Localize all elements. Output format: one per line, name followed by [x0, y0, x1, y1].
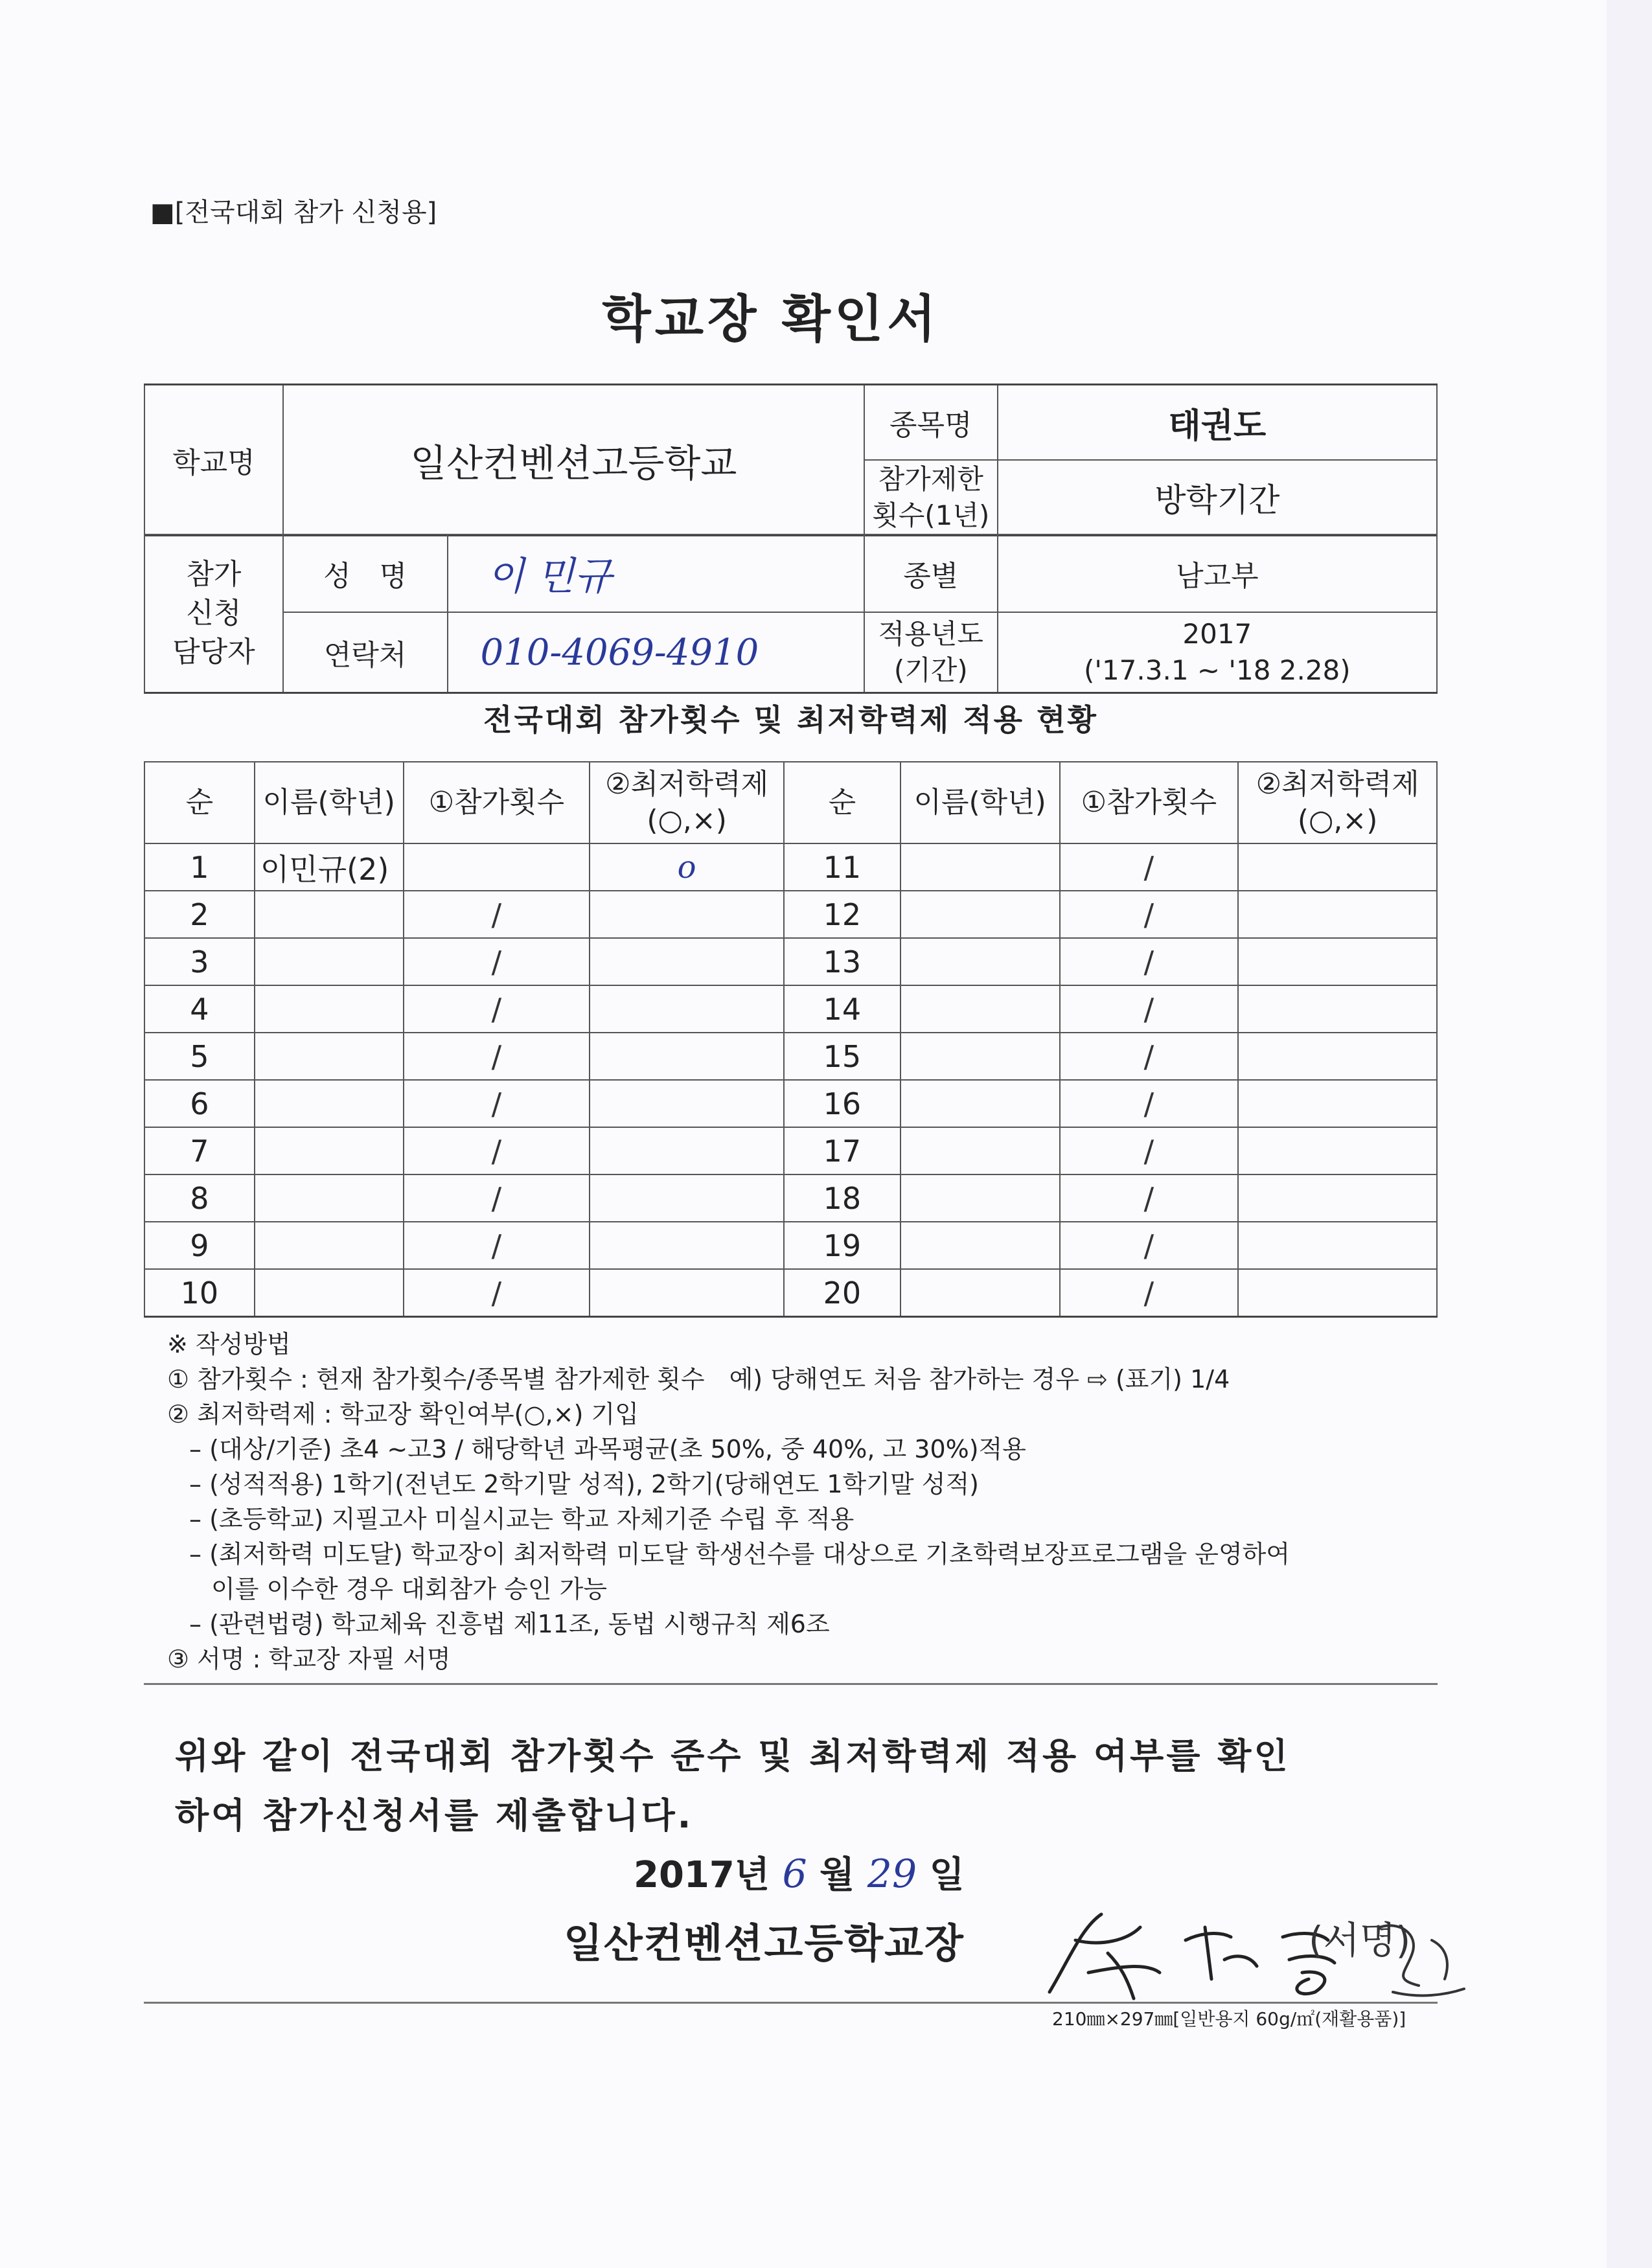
- applicant-name: 이 민규: [448, 534, 864, 612]
- guide-heading: ※ 작성방법: [167, 1330, 291, 1358]
- record-count: /: [1060, 985, 1239, 1033]
- record-min: [1238, 1269, 1437, 1317]
- record-min: [1238, 1080, 1437, 1127]
- date-day-unit: 일: [929, 1854, 965, 1896]
- header-no: 순: [144, 762, 255, 843]
- table-row: [144, 1127, 1437, 1174]
- guide-line-7: 이를 이수한 경우 대회참가 승인 가능: [211, 1575, 608, 1603]
- info-table: [144, 384, 1438, 536]
- guide-line-4: – (성적적용) 1학기(전년도 2학기말 성적), 2학기(당해연도 1학기말 성적): [189, 1470, 979, 1498]
- contact-label: 연락처: [283, 612, 448, 693]
- school-name: 일산컨벤션고등학교: [283, 385, 864, 536]
- header-min-line1: ②최저학력제: [1256, 768, 1419, 801]
- record-count: /: [404, 1222, 590, 1269]
- applicant-label-1: 참가: [186, 558, 242, 591]
- record-min: [1238, 1174, 1437, 1222]
- record-count: /: [1060, 1222, 1239, 1269]
- year-label-line2: (기간): [893, 654, 968, 686]
- record-no: 20: [784, 1269, 901, 1317]
- header-count: ①참가횟수: [404, 762, 590, 843]
- table-row: [144, 843, 1437, 891]
- record-no: 18: [784, 1174, 901, 1222]
- record-no: 9: [144, 1222, 255, 1269]
- record-name: [255, 1080, 404, 1127]
- guide-line-5: – (초등학교) 지필고사 미실시교는 학교 자체기준 수립 후 적용: [189, 1505, 855, 1533]
- footer-divider: [144, 2002, 1438, 2004]
- confirmation-line-1: 위와 같이 전국대회 참가횟수 준수 및 최저학력제 적용 여부를 확인: [175, 1735, 1291, 1776]
- record-no: 4: [144, 985, 255, 1033]
- writing-guide: [167, 1327, 1450, 1677]
- record-count: /: [404, 1269, 590, 1317]
- applicant-table: [144, 534, 1438, 694]
- record-count: /: [404, 938, 590, 985]
- event-label: 종목명: [864, 385, 998, 461]
- table-row: [144, 938, 1437, 985]
- record-no: 5: [144, 1033, 255, 1080]
- contact-value: 010-4069-4910: [448, 612, 864, 693]
- name-label: 성 명: [283, 534, 448, 612]
- applicant-label: [144, 534, 283, 693]
- record-min: [590, 1033, 784, 1080]
- record-no: 10: [144, 1269, 255, 1317]
- header-min-line2: (○,×): [1297, 804, 1378, 837]
- record-count: /: [404, 1080, 590, 1127]
- principal-title: 일산컨벤션고등학교장: [564, 1919, 965, 1967]
- record-name: [901, 985, 1060, 1033]
- guide-line-3: – (대상/기준) 초4 ~고3 / 해당학년 과목평균(초 50%, 중 40%, 고 30%)적용: [189, 1435, 1026, 1463]
- record-min: [590, 1127, 784, 1174]
- record-count: /: [404, 985, 590, 1033]
- guide-line-2: ② 최저학력제 : 학교장 확인여부(○,×) 기입: [167, 1400, 639, 1428]
- record-name: [901, 843, 1060, 891]
- record-min: [590, 1174, 784, 1222]
- document-title: 학교장 확인서: [602, 290, 940, 349]
- record-no: 14: [784, 985, 901, 1033]
- applicant-label-3: 담당자: [172, 636, 255, 669]
- date-year: 2017년: [634, 1854, 770, 1896]
- guide-line-8: – (관련법령) 학교체육 진흥법 제11조, 동법 시행규칙 제6조: [189, 1610, 830, 1638]
- guide-line-6: – (최저학력 미도달) 학교장이 최저학력 미도달 학생선수를 대상으로 기초학력보장프로그램을 운영하여: [189, 1540, 1291, 1568]
- records-header-row: [144, 762, 1437, 843]
- confirmation-line-2: 하여 참가신청서를 제출합니다.: [175, 1795, 694, 1836]
- guide-line-9: ③ 서명 : 학교장 자필 서명: [167, 1645, 451, 1673]
- limit-label-line1: 참가제한: [878, 463, 983, 495]
- record-no: 12: [784, 891, 901, 938]
- record-min: [1238, 891, 1437, 938]
- record-no: 15: [784, 1033, 901, 1080]
- record-name: 이민규(2): [255, 843, 404, 891]
- record-name: [901, 1269, 1060, 1317]
- record-count: [404, 843, 590, 891]
- record-name: [255, 938, 404, 985]
- record-name: [255, 891, 404, 938]
- record-min: [590, 938, 784, 985]
- record-name: [901, 938, 1060, 985]
- year-value-cell: [998, 612, 1437, 693]
- applicant-label-2: 신청: [186, 597, 242, 630]
- year-label-line1: 적용년도: [878, 618, 983, 650]
- header-name: 이름(학년): [255, 762, 404, 843]
- year-label: [864, 612, 998, 693]
- limit-label-line2: 횟수(1년): [872, 499, 990, 531]
- table-row: [144, 1174, 1437, 1222]
- record-name: [255, 1033, 404, 1080]
- record-name: [901, 1127, 1060, 1174]
- record-no: 2: [144, 891, 255, 938]
- record-min: [590, 1222, 784, 1269]
- record-name: [901, 891, 1060, 938]
- header-min: [1238, 762, 1437, 843]
- date-day: 29: [867, 1851, 917, 1897]
- record-no: 3: [144, 938, 255, 985]
- table-row: [144, 891, 1437, 938]
- record-name: [255, 1269, 404, 1317]
- record-count: /: [1060, 1269, 1239, 1317]
- header-min-line2: (○,×): [647, 804, 727, 837]
- record-count: /: [404, 1033, 590, 1080]
- header-count: ①참가횟수: [1060, 762, 1239, 843]
- record-count: /: [404, 891, 590, 938]
- record-no: 17: [784, 1127, 901, 1174]
- record-min: [1238, 1222, 1437, 1269]
- division-label: 종별: [864, 534, 998, 612]
- signature-label: (서명): [1309, 1918, 1411, 1962]
- record-min: [1238, 843, 1437, 891]
- date-month-unit: 월: [820, 1854, 855, 1896]
- record-no: 16: [784, 1080, 901, 1127]
- record-no: 11: [784, 843, 901, 891]
- record-min: [1238, 1033, 1437, 1080]
- record-name: [255, 1222, 404, 1269]
- record-count: /: [1060, 843, 1239, 891]
- record-no: 19: [784, 1222, 901, 1269]
- record-count: /: [1060, 1174, 1239, 1222]
- header-min-line1: ②최저학력제: [605, 768, 769, 801]
- status-heading: 전국대회 참가횟수 및 최저학력제 적용 현황: [483, 702, 1098, 737]
- event-value: 태권도: [998, 385, 1437, 461]
- record-name: [901, 1033, 1060, 1080]
- record-name: [901, 1174, 1060, 1222]
- record-no: 8: [144, 1174, 255, 1222]
- header-name: 이름(학년): [901, 762, 1060, 843]
- limit-value: 방학기간: [998, 460, 1437, 536]
- record-no: 1: [144, 843, 255, 891]
- record-name: [901, 1222, 1060, 1269]
- divider: [144, 1683, 1438, 1685]
- record-count: /: [1060, 938, 1239, 985]
- school-label: 학교명: [144, 385, 283, 536]
- table-row: [144, 1222, 1437, 1269]
- paper-spec: 210㎜×297㎜[일반용지 60g/㎡(재활용품)]: [1052, 2008, 1406, 2030]
- sign-date: [634, 1846, 965, 1898]
- record-min: [1238, 985, 1437, 1033]
- records-table: [144, 761, 1438, 1318]
- record-count: /: [1060, 1127, 1239, 1174]
- header-min: [590, 762, 784, 843]
- record-count: /: [1060, 1033, 1239, 1080]
- confirmation-text: [175, 1726, 1291, 1846]
- record-count: /: [404, 1127, 590, 1174]
- date-month: 6: [782, 1851, 807, 1897]
- record-min: o: [590, 843, 784, 891]
- record-min: [590, 891, 784, 938]
- header-no: 순: [784, 762, 901, 843]
- record-min: [590, 985, 784, 1033]
- record-no: 6: [144, 1080, 255, 1127]
- record-count: /: [404, 1174, 590, 1222]
- table-row: [144, 1033, 1437, 1080]
- record-name: [901, 1080, 1060, 1127]
- form-tag: ■[전국대회 참가 신청용]: [150, 198, 437, 227]
- table-row: [144, 1269, 1437, 1317]
- record-min: [590, 1269, 784, 1317]
- table-row: [144, 985, 1437, 1033]
- record-name: [255, 1174, 404, 1222]
- year-period: ('17.3.1 ~ '18 2.28): [1084, 654, 1351, 686]
- record-count: /: [1060, 1080, 1239, 1127]
- year-value: 2017: [1182, 618, 1252, 650]
- record-min: [1238, 1127, 1437, 1174]
- table-row: [144, 1080, 1437, 1127]
- record-count: /: [1060, 891, 1239, 938]
- record-min: [1238, 938, 1437, 985]
- record-no: 7: [144, 1127, 255, 1174]
- record-no: 13: [784, 938, 901, 985]
- record-min: [590, 1080, 784, 1127]
- division-value: 남고부: [998, 534, 1437, 612]
- record-name: [255, 985, 404, 1033]
- record-name: [255, 1127, 404, 1174]
- guide-line-1: ① 참가횟수 : 현재 참가횟수/종목별 참가제한 횟수 예) 당해연도 처음 참가하는 경우 ⇨ (표기) 1/4: [167, 1365, 1230, 1393]
- limit-label: [864, 460, 998, 536]
